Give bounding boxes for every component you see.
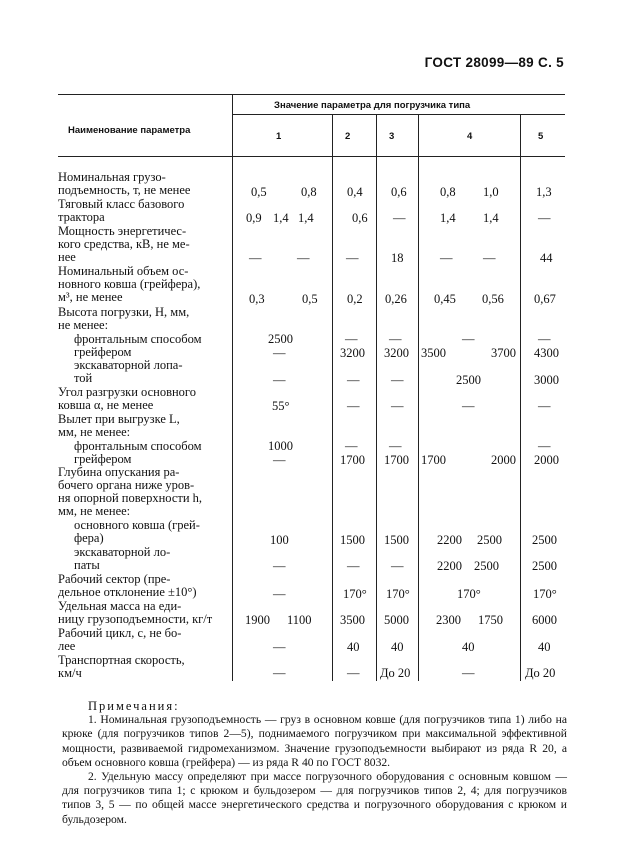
value-cell: — <box>345 332 358 346</box>
value-cell: — <box>273 640 286 654</box>
table-col-divider-1 <box>232 94 233 681</box>
value-cell: 170° <box>343 587 367 601</box>
value-cell: 40 <box>538 640 551 654</box>
value-cell: — <box>440 251 453 265</box>
row-label-depth-bucket: основного ковша (грей- фера) <box>74 518 200 545</box>
value-cell: 0,26 <box>385 292 407 306</box>
value-cell: 1700 <box>421 453 446 467</box>
table-header-rule <box>58 156 565 157</box>
value-cell: 1,4 <box>273 211 289 225</box>
value-cell: 3500 <box>421 346 446 360</box>
column-header-param: Наименование параметра <box>68 125 191 136</box>
value-cell: 0,4 <box>347 185 363 199</box>
row-label-height-excavator: экскаваторной лопа- той <box>74 358 183 385</box>
value-cell: 2500 <box>477 533 502 547</box>
value-cell: 3200 <box>340 346 365 360</box>
value-cell: 2000 <box>491 453 516 467</box>
value-cell: 1500 <box>384 533 409 547</box>
value-cell: 3500 <box>340 613 365 627</box>
value-cell: 170° <box>386 587 410 601</box>
page-header: ГОСТ 28099—89 С. 5 <box>424 55 564 70</box>
row-label-volume: Номинальный объем ос- новного ковша (грейфера), м³, не менее <box>58 264 201 304</box>
value-cell: 2200 <box>437 559 462 573</box>
row-label-depth-excavator: экскаваторной ло- паты <box>74 545 171 572</box>
value-cell: — <box>538 332 551 346</box>
value-cell: — <box>273 373 286 387</box>
row-label-traction: Тяговый класс базового трактора <box>58 197 185 224</box>
type-header-5: 5 <box>538 131 544 142</box>
value-cell: — <box>538 211 551 225</box>
type-header-4: 4 <box>467 131 473 142</box>
notes-section <box>62 699 567 827</box>
value-cell: 1000 <box>268 439 293 453</box>
value-cell: — <box>346 251 359 265</box>
value-cell: — <box>389 439 402 453</box>
notes-title: Примечания: <box>88 699 180 713</box>
value-cell: 2500 <box>268 332 293 346</box>
value-cell: 40 <box>462 640 475 654</box>
table-col-divider-2 <box>332 114 333 681</box>
value-cell: 0,2 <box>347 292 363 306</box>
value-cell: — <box>391 399 404 413</box>
note-2: 2. Удельную массу определяют при массе погрузочного оборудования с основным ковшом — для погрузчиков типа 1; с крюком и бульдозером — для погрузчиков типов 2, 4; для погрузчиков типов 3, 5 — по общей массе энергетического средства и погрузочного оборудования с крюком и бульдозером. <box>62 770 567 826</box>
value-cell: 0,5 <box>251 185 267 199</box>
value-cell: 6000 <box>532 613 557 627</box>
value-cell: 0,9 <box>246 211 262 225</box>
value-cell: — <box>389 332 402 346</box>
value-cell: 100 <box>270 533 289 547</box>
value-cell: 3700 <box>491 346 516 360</box>
value-cell: — <box>345 439 358 453</box>
value-cell: 2200 <box>437 533 462 547</box>
value-cell: 3000 <box>534 373 559 387</box>
value-cell: 170° <box>457 587 481 601</box>
type-header-1: 1 <box>276 131 282 142</box>
value-cell: 0,8 <box>301 185 317 199</box>
row-label-height-frontal: фронтальным способом <box>74 332 202 346</box>
table-top-rule <box>58 94 565 95</box>
value-cell: 18 <box>391 251 404 265</box>
value-cell: 4300 <box>534 346 559 360</box>
value-cell: — <box>273 587 286 601</box>
value-cell: 2000 <box>534 453 559 467</box>
value-cell: 170° <box>533 587 557 601</box>
value-cell: — <box>347 559 360 573</box>
value-cell: — <box>347 373 360 387</box>
value-cell: 0,3 <box>249 292 265 306</box>
value-cell: 1,4 <box>483 211 499 225</box>
value-cell: 2300 <box>436 613 461 627</box>
value-cell: 44 <box>540 251 553 265</box>
value-cell: 1700 <box>340 453 365 467</box>
value-cell: 40 <box>347 640 360 654</box>
row-label-work-sector: Рабочий сектор (пре- дельное отклонение ±10°) <box>58 572 197 599</box>
column-group-header: Значение параметра для погрузчика типа <box>274 100 471 111</box>
type-header-3: 3 <box>389 131 395 142</box>
table-col-divider-4 <box>418 114 419 681</box>
row-label-dig-depth: Глубина опускания ра- бочего органа ниже уров- ня опорной поверхности h, мм, не менее: <box>58 465 203 518</box>
type-header-2: 2 <box>345 131 351 142</box>
row-label-tip-angle: Угол разгрузки основного ковша α, не менее <box>58 385 196 412</box>
value-cell: — <box>462 399 475 413</box>
value-cell: 2500 <box>474 559 499 573</box>
row-label-lift-height: Высота погрузки, Н, мм, не менее: <box>58 305 190 332</box>
row-label-reach-grab: грейфером <box>74 452 132 466</box>
value-cell: 0,56 <box>482 292 504 306</box>
row-label-height-grab: грейфером <box>74 345 132 359</box>
row-label-power: Мощность энергетичес- кого средства, кВ, не ме- нее <box>58 224 190 264</box>
value-cell: 3200 <box>384 346 409 360</box>
value-cell: — <box>391 559 404 573</box>
row-label-specific-mass: Удельная масса на еди- ницу грузоподъемности, кг/т <box>58 599 213 626</box>
value-cell: 0,5 <box>302 292 318 306</box>
value-cell: — <box>462 332 475 346</box>
value-cell: — <box>273 559 286 573</box>
value-cell: 0,67 <box>534 292 556 306</box>
value-cell: 2500 <box>532 533 557 547</box>
value-cell: 2500 <box>532 559 557 573</box>
value-cell: — <box>347 666 360 680</box>
table-col-divider-5 <box>520 114 521 681</box>
value-cell: — <box>273 666 286 680</box>
value-cell: 1,3 <box>536 185 552 199</box>
note-1: 1. Номинальная грузоподъемность — груз в основном ковше (для погрузчиков типа 1) либо на крюке (для погрузчиков типов 2—5), поднимаемого погрузчиком при максимальной эффективной мощности, развиваемой гидромеханизмом. Значение грузоподъемности выбирают из ряда R 20, а объем основного ковша (грейфера) — из ряда R 40 по ГОСТ 8032. <box>62 713 567 769</box>
row-label-transport-speed: Транспортная скорость, км/ч <box>58 653 185 680</box>
value-cell: 1100 <box>287 613 312 627</box>
value-cell: 5000 <box>384 613 409 627</box>
value-cell: 55° <box>272 399 290 413</box>
value-cell: 0,6 <box>352 211 368 225</box>
row-label-capacity: Номинальная грузо- подъемность, т, не менее <box>58 170 191 197</box>
value-cell: — <box>273 346 286 360</box>
value-cell: 1,4 <box>440 211 456 225</box>
value-cell: 40 <box>391 640 404 654</box>
value-cell: 0,8 <box>440 185 456 199</box>
value-cell: — <box>391 373 404 387</box>
value-cell: 0,45 <box>434 292 456 306</box>
table-group-rule <box>232 114 565 115</box>
value-cell: 1700 <box>384 453 409 467</box>
value-cell: До 20 <box>380 666 411 680</box>
value-cell: 0,6 <box>391 185 407 199</box>
value-cell: 1900 <box>245 613 270 627</box>
value-cell: — <box>297 251 310 265</box>
value-cell: 1,0 <box>483 185 499 199</box>
value-cell: 2500 <box>456 373 481 387</box>
value-cell: — <box>347 399 360 413</box>
value-cell: — <box>273 453 286 467</box>
row-label-reach: Вылет при выгрузке L, мм, не менее: <box>58 412 180 439</box>
row-label-reach-frontal: фронтальным способом <box>74 439 202 453</box>
value-cell: — <box>393 211 406 225</box>
value-cell: — <box>538 399 551 413</box>
value-cell: 1500 <box>340 533 365 547</box>
value-cell: До 20 <box>525 666 556 680</box>
value-cell: 1,4 <box>298 211 314 225</box>
value-cell: — <box>483 251 496 265</box>
value-cell: — <box>538 439 551 453</box>
value-cell: 1750 <box>478 613 503 627</box>
row-label-work-cycle: Рабочий цикл, с, не бо- лее <box>58 626 182 653</box>
value-cell: — <box>249 251 262 265</box>
table-col-divider-3 <box>376 114 377 681</box>
value-cell: — <box>462 666 475 680</box>
